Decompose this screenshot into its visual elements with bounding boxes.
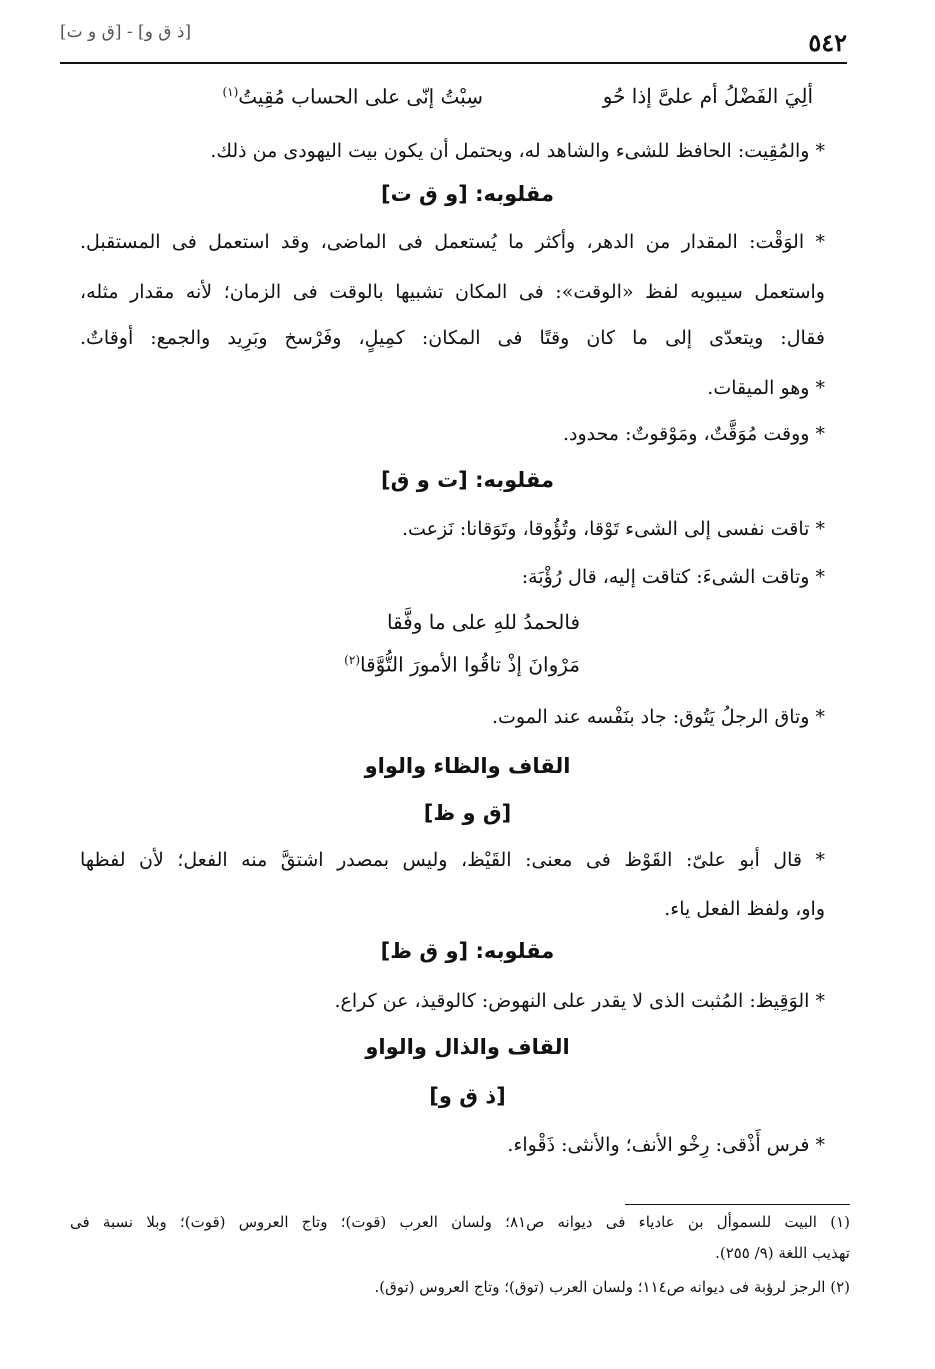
footnote-2: (٢) الرجز لرؤبة فى ديوانه ص١١٤؛ ولسان العرب (توق)؛ وتاج العروس (توق). — [374, 1278, 850, 1296]
heading-qaf-dhal-waw: القاف والذال والواو — [365, 1035, 570, 1059]
paragraph-muwaqqat: * ووقت مُوَقَّتٌ، ومَوْقوتٌ: محدود. — [562, 423, 825, 445]
paragraph-waqiz: * الوَقِيظ: المُثبت الذى لا يقدر على النهوض: كالوقيذ، عن كراع. — [334, 990, 825, 1012]
paragraph-taq-rajul: * وتاق الرجلُ يَتُوق: جاد بنَفْسه عند الموت. — [491, 706, 825, 728]
paragraph-qawz-2: واو، ولفظ الفعل ياء. — [664, 898, 825, 920]
paragraph-taqat: * تاقت نفسى إلى الشىء تَوْقا، وتُؤُوقا، وتَوَقانا: نَزعت. — [401, 518, 825, 540]
verse-2-line-2 — [344, 654, 580, 675]
paragraph-miqat: * وهو الميقات. — [707, 377, 825, 399]
heading-maqlub-wqz: مقلوبه: [و ق ظ] — [380, 939, 555, 963]
running-head: [ق و ت] - [ذ ق و] — [60, 22, 192, 42]
verse-2-line-2-text: مَرْوانَ إذْ تاقُوا الأمورَ التُّوَّقا — [360, 652, 580, 677]
heading-qwz: [ق و ظ] — [423, 801, 512, 825]
heading-maqlub-twq: مقلوبه: [ت و ق] — [381, 468, 554, 492]
paragraph-waqt-3: فقال: ويتعدّى إلى ما كان وقتًا فى المكان: كمِيلٍ، وفَرْسخ وبَرِيد والجمع: أوقاتٌ. — [80, 327, 825, 349]
footnote-1-line-1: (١) البيت للسموأل بن عادياء فى ديوانه ص٨١؛ ولسان العرب (قوت)؛ وتاج العروس (قوت)؛ وبلا نسبة فى — [70, 1213, 850, 1231]
paragraph-qawz-1: * قال أبو علىّ: القَوْظ فى معنى: القَيْظ، وليس بمصدر اشتقَّ منه الفعل؛ لأن لفظها — [80, 849, 825, 871]
heading-dhqw: [ذ ق و] — [429, 1084, 506, 1108]
page-number: ٥٤٢ — [808, 28, 847, 57]
footnote-rule — [625, 1204, 850, 1205]
verse-1-first-text: ألِيَ الفَضْلُ أم علىَّ إذا حُو — [602, 84, 813, 108]
verse-2-line-1: فالحمدُ للهِ على ما وفَّقا — [386, 610, 580, 634]
footnote-ref-2: (٢) — [344, 653, 360, 667]
paragraph-adhqa: * فرس أَذْقى: رِخْو الأنف؛ والأنثى: ذَقْواء. — [507, 1134, 825, 1156]
paragraph-muqit: * والمُقِيت: الحافظ للشىء والشاهد له، ويحتمل أن يكون بيت اليهودى من ذلك. — [210, 140, 825, 162]
paragraph-taqat-2: * وتاقت الشىءَ: كتاقت إليه، قال رُؤْبَة: — [521, 566, 825, 588]
heading-maqlub-wqt: مقلوبه: [و ق ت] — [381, 182, 554, 206]
footnote-1-line-2: تهذيب اللغة (٩/ ٢٥٥). — [715, 1244, 850, 1262]
verse-1-first-hemistich — [603, 86, 813, 106]
footnote-ref-1: (١) — [222, 85, 239, 99]
heading-qaf-za-waw: القاف والظاء والواو — [364, 754, 571, 778]
header-rule — [60, 62, 847, 64]
paragraph-waqt-2: واستعمل سيبويه لفظ «الوقت»: فى المكان تشبيها بالوقت فى الزمان؛ لأنه مقدار مثله، — [80, 281, 825, 303]
page-header — [60, 18, 847, 58]
paragraph-waqt-1: * الوَقْت: المقدار من الدهر، وأكثر ما يُستعمل فى الماضى، وقد استعمل فى المستقبل. — [80, 231, 825, 253]
verse-1-second-text: سِبْتُ إنّى على الحساب مُقِيتُ — [238, 84, 483, 109]
verse-1-second-hemistich — [222, 86, 483, 107]
